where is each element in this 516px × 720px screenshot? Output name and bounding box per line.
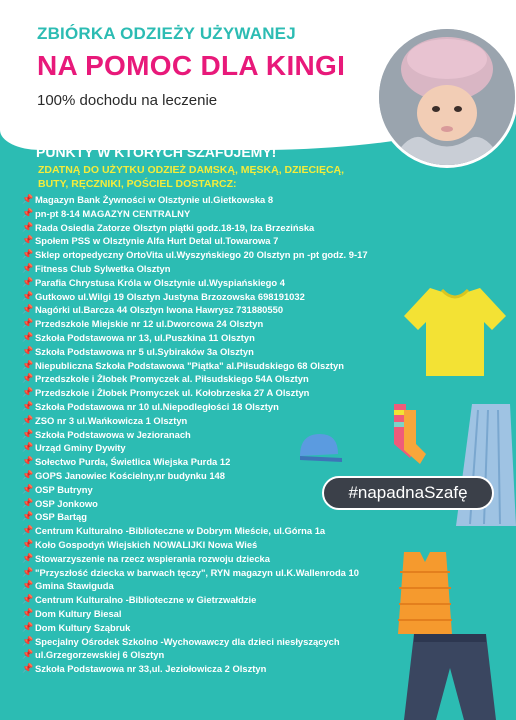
hashtag-badge: #napadnaSzafę <box>322 476 494 510</box>
list-item <box>22 331 392 345</box>
pushpin-icon: 📌 <box>22 538 34 549</box>
list-item <box>22 648 392 662</box>
list-item-label: "Przyszłość dziecka w barwach tęczy", RYN magazyn ul.K.Wallenroda 10 <box>35 566 359 578</box>
list-item <box>22 400 392 414</box>
list-item-label: ZSO nr 3 ul.Wańkowicza 1 Olsztyn <box>35 414 188 426</box>
list-item <box>22 234 392 248</box>
list-item <box>22 262 392 276</box>
pushpin-icon: 📌 <box>22 400 34 411</box>
pushpin-icon: 📌 <box>22 580 34 591</box>
list-item-label: Sklep ortopedyczny OrtoVita ul.Wyszyńskiego 20 Olsztyn pn -pt godz. 9-17 <box>35 249 368 261</box>
list-item-label: Szkoła Podstawowa nr 33,ul. Jeziołowicza 2 Olsztyn <box>35 663 267 675</box>
list-item-label: Dom Kultury Biesal <box>35 607 122 619</box>
pushpin-icon: 📌 <box>22 276 34 287</box>
pushpin-icon: 📌 <box>22 373 34 384</box>
list-item <box>22 414 392 428</box>
list-item-label: Dom Kultury Sząbruk <box>35 621 131 633</box>
pushpin-icon: 📌 <box>22 663 34 674</box>
pushpin-icon: 📌 <box>22 318 34 329</box>
list-item <box>22 552 392 566</box>
list-item <box>22 193 392 207</box>
list-item <box>22 579 392 593</box>
list-item <box>22 303 392 317</box>
list-item-label: Szkoła Podstawowa nr 13, ul.Puszkina 11 Olsztyn <box>35 331 255 343</box>
list-item-label: Parafia Chrystusa Króla w Olsztynie ul.Wyspiańskiego 4 <box>35 276 285 288</box>
skirt-icon <box>452 400 516 530</box>
pushpin-icon: 📌 <box>22 497 34 508</box>
pushpin-icon: 📌 <box>22 649 34 660</box>
pushpin-icon: 📌 <box>22 525 34 536</box>
list-item <box>22 372 392 386</box>
list-item-label: OSP Butryny <box>35 483 93 495</box>
list-item <box>22 207 392 221</box>
pushpin-icon: 📌 <box>22 290 34 301</box>
yellow-sweater-icon <box>400 280 510 380</box>
pushpin-icon: 📌 <box>22 194 34 204</box>
list-item-label: Przedszkole i Żłobek Promyczek al. Piłsudskiego 54A Olsztyn <box>35 373 309 385</box>
pushpin-icon: 📌 <box>22 387 34 398</box>
list-item <box>22 566 392 580</box>
pushpin-icon: 📌 <box>22 469 34 480</box>
list-item-label: OSP Bartąg <box>35 511 87 523</box>
list-item-label: Niepubliczna Szkoła Podstawowa "Piątka" al.Piłsudskiego 68 Olsztyn <box>35 359 344 371</box>
list-item-label: Społem PSS w Olsztynie Alfa Hurt Detal ul.Towarowa 7 <box>35 235 279 247</box>
pushpin-icon: 📌 <box>22 607 34 618</box>
intro-heading: PUNKTY W KTÓRYCH SZAFUJEMY! <box>36 144 277 160</box>
pushpin-icon: 📌 <box>22 262 34 273</box>
baby-photo <box>376 26 516 168</box>
list-item-label: Urząd Gminy Dywity <box>35 442 126 454</box>
intro-subheading: ZDATNĄ DO UŻYTKU ODZIEŻ DAMSKĄ, MĘSKĄ, DZIECIĘCĄ, BUTY, RĘCZNIKI, POŚCIEL DOSTARCZ: <box>38 164 345 190</box>
socks-icon <box>386 400 426 470</box>
list-item <box>22 276 392 290</box>
list-item <box>22 290 392 304</box>
pushpin-icon: 📌 <box>22 221 34 232</box>
pushpin-icon: 📌 <box>22 414 34 425</box>
pushpin-icon: 📌 <box>22 621 34 632</box>
list-item-label: Szkoła Podstawowa w Jezioranach <box>35 428 191 440</box>
pushpin-icon: 📌 <box>22 304 34 315</box>
pushpin-icon: 📌 <box>22 456 34 467</box>
list-item-label: ul.Grzegorzewskiej 6 Olsztyn <box>35 649 165 661</box>
list-item <box>22 248 392 262</box>
list-item-label: Rada Osiedla Zatorze Olsztyn piątki godz.18-19, Iza Brzezińska <box>35 221 315 233</box>
list-item-label: Magazyn Bank Żywności w Olsztynie ul.Gietkowska 8 <box>35 194 274 205</box>
list-item-label: Przedszkole Miejskie nr 12 ul.Dworcowa 24 Olsztyn <box>35 318 264 330</box>
list-item-label: Szkoła Podstawowa nr 5 ul.Sybiraków 3a Olsztyn <box>35 345 254 357</box>
pushpin-icon: 📌 <box>22 511 34 522</box>
list-item-label: Centrum Kulturalno -Biblioteczne w Gietrzwałdzie <box>35 594 257 606</box>
list-item <box>22 386 392 400</box>
list-item-label: Szkoła Podstawowa nr 10 ul.Niepodległości 18 Olsztyn <box>35 400 279 412</box>
list-item-label: OSP Jonkowo <box>35 497 98 509</box>
title-line-2: NA POMOC DLA KINGI <box>37 50 346 81</box>
list-item <box>22 538 392 552</box>
pushpin-icon: 📌 <box>22 566 34 577</box>
pushpin-icon: 📌 <box>22 359 34 370</box>
list-item-label: Specjalny Ośrodek Szkolno -Wychowawczy dla dzieci niesłyszących <box>35 635 340 647</box>
pushpin-icon: 📌 <box>22 594 34 605</box>
pushpin-icon: 📌 <box>22 428 34 439</box>
list-item <box>22 621 392 635</box>
list-item <box>22 662 392 676</box>
pushpin-icon: 📌 <box>22 552 34 563</box>
list-item-label: Nagórki ul.Barcza 44 Olsztyn Iwona Hawrysz 731880550 <box>35 304 284 316</box>
cap-icon <box>294 430 344 470</box>
pushpin-icon: 📌 <box>22 345 34 356</box>
list-item-label: Stowarzyszenie na rzecz wspierania rozwoju dziecka <box>35 552 270 564</box>
list-item-label: Centrum Kulturalno -Biblioteczne w Dobrym Mieście, ul.Górna 1a <box>35 525 326 537</box>
list-item <box>22 510 392 524</box>
list-item-label: Gutkowo ul.Wilgi 19 Olsztyn Justyna Brzozowska 698191032 <box>35 290 305 302</box>
pushpin-icon: 📌 <box>22 235 34 246</box>
pushpin-icon: 📌 <box>22 442 34 453</box>
list-item <box>22 593 392 607</box>
list-item-label: Koło Gospodyń Wiejskich NOWALIJKI Nowa Wieś <box>35 538 258 550</box>
pushpin-icon: 📌 <box>22 635 34 646</box>
list-item-label: pn-pt 8-14 MAGAZYN CENTRALNY <box>35 207 191 219</box>
pushpin-icon: 📌 <box>22 249 34 260</box>
pushpin-icon: 📌 <box>22 331 34 342</box>
list-item-label: GOPS Janowiec Kościelny,nr budynku 148 <box>35 469 225 481</box>
list-item <box>22 635 392 649</box>
pushpin-icon: 📌 <box>22 483 34 494</box>
list-item <box>22 607 392 621</box>
list-item <box>22 359 392 373</box>
title-line-1: ZBIÓRKA ODZIEŻY UŻYWANEJ <box>37 24 296 43</box>
list-item-label: Przedszkole i Żłobek Promyczek ul. Kołobrzeska 27 A Olsztyn <box>35 387 310 399</box>
orange-vest-icon <box>390 548 460 638</box>
list-item-label: Sołectwo Purda, Świetlica Wiejska Purda 12 <box>35 456 231 468</box>
list-item-label: Gmina Stawiguda <box>35 580 114 592</box>
list-item <box>22 524 392 538</box>
pants-icon <box>400 628 500 720</box>
list-item <box>22 221 392 235</box>
list-item <box>22 345 392 359</box>
list-item <box>22 317 392 331</box>
pushpin-icon: 📌 <box>22 207 34 218</box>
title-line-3: 100% dochodu na leczenie <box>37 92 218 109</box>
list-item-label: Fitness Club Sylwetka Olsztyn <box>35 262 171 274</box>
